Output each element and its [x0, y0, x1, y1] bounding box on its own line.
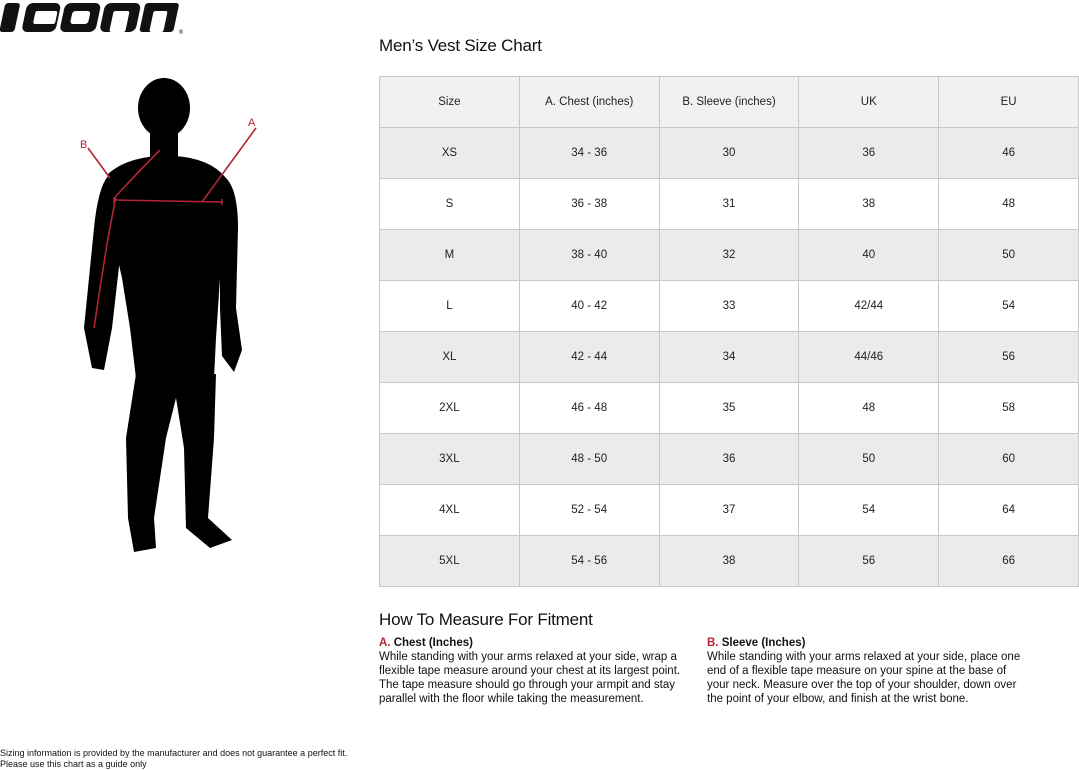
cell-eu: 50 [939, 230, 1079, 281]
cell-eu: 54 [939, 281, 1079, 332]
cell-chest: 48 - 50 [519, 434, 659, 485]
cell-size: 5XL [380, 536, 520, 587]
cell-size: L [380, 281, 520, 332]
cell-chest: 34 - 36 [519, 128, 659, 179]
cell-size: M [380, 230, 520, 281]
cell-sleeve: 30 [659, 128, 799, 179]
table-row [380, 485, 1079, 536]
figure-label-a: A [248, 117, 256, 129]
header-eu: EU [939, 77, 1079, 128]
cell-sleeve: 36 [659, 434, 799, 485]
cell-uk: 36 [799, 128, 939, 179]
table-row [380, 179, 1079, 230]
sleeve-line: your neck. Measure over the top of your shoulder, down over [707, 679, 1017, 691]
chest-line: While standing with your arms relaxed at your side, wrap a [379, 651, 677, 663]
disclaimer-line: Please use this chart as a guide only [0, 759, 147, 769]
sleeve-heading [707, 636, 1027, 650]
sleeve-instructions [707, 636, 1027, 706]
table-row [380, 128, 1079, 179]
cell-sleeve: 33 [659, 281, 799, 332]
chest-heading [379, 636, 699, 650]
sleeve-line: While standing with your arms relaxed at your side, place one [707, 651, 1021, 663]
cell-size: XL [380, 332, 520, 383]
cell-sleeve: 35 [659, 383, 799, 434]
table-row [380, 536, 1079, 587]
cell-sleeve: 37 [659, 485, 799, 536]
cell-eu: 48 [939, 179, 1079, 230]
sleeve-heading-text: Sleeve (Inches) [721, 637, 806, 649]
cell-uk: 44/46 [799, 332, 939, 383]
body-silhouette-figure [70, 78, 270, 558]
cell-chest: 38 - 40 [519, 230, 659, 281]
cell-eu: 60 [939, 434, 1079, 485]
chest-line: flexible tape measure around your chest at its largest point. [379, 665, 681, 677]
cell-size: 4XL [380, 485, 520, 536]
cell-uk: 50 [799, 434, 939, 485]
cell-sleeve: 34 [659, 332, 799, 383]
chest-instructions [379, 636, 699, 706]
cell-sleeve: 31 [659, 179, 799, 230]
cell-uk: 54 [799, 485, 939, 536]
cell-chest: 52 - 54 [519, 485, 659, 536]
icon-brand-logo [0, 0, 182, 36]
cell-size: S [380, 179, 520, 230]
cell-eu: 56 [939, 332, 1079, 383]
figure-label-b: B [80, 139, 88, 151]
page-title: Men’s Vest Size Chart [379, 36, 542, 55]
cell-eu: 46 [939, 128, 1079, 179]
table-row [380, 434, 1079, 485]
measure-section-title: How To Measure For Fitment [379, 610, 593, 629]
sleeve-line: end of a flexible tape measure on your spine at the base of [707, 665, 1007, 677]
table-header-row [380, 77, 1079, 128]
cell-chest: 42 - 44 [519, 332, 659, 383]
cell-chest: 40 - 42 [519, 281, 659, 332]
disclaimer-line: Sizing information is provided by the manufacturer and does not guarantee a perfect fit. [0, 748, 348, 758]
header-uk: UK [799, 77, 939, 128]
cell-uk: 48 [799, 383, 939, 434]
table-row [380, 281, 1079, 332]
table-row [380, 383, 1079, 434]
cell-uk: 42/44 [799, 281, 939, 332]
chest-line: parallel with the floor while taking the measurement. [379, 693, 644, 705]
size-chart-table [379, 76, 1079, 587]
svg-text:®: ® [178, 29, 184, 36]
cell-chest: 54 - 56 [519, 536, 659, 587]
cell-sleeve: 38 [659, 536, 799, 587]
cell-size: 2XL [380, 383, 520, 434]
cell-uk: 38 [799, 179, 939, 230]
cell-eu: 58 [939, 383, 1079, 434]
cell-uk: 56 [799, 536, 939, 587]
cell-sleeve: 32 [659, 230, 799, 281]
cell-size: XS [380, 128, 520, 179]
cell-eu: 64 [939, 485, 1079, 536]
chest-line: The tape measure should go through your armpit and stay [379, 679, 675, 691]
sleeve-line: the point of your elbow, and finish at the wrist bone. [707, 693, 969, 705]
header-chest: A. Chest (inches) [519, 77, 659, 128]
header-sleeve: B. Sleeve (inches) [659, 77, 799, 128]
table-row [380, 230, 1079, 281]
cell-chest: 46 - 48 [519, 383, 659, 434]
header-size: Size [380, 77, 520, 128]
cell-size: 3XL [380, 434, 520, 485]
chest-letter: A. [379, 637, 391, 649]
table-row [380, 332, 1079, 383]
sleeve-letter: B. [707, 637, 719, 649]
chest-heading-text: Chest (Inches) [393, 637, 473, 649]
cell-chest: 36 - 38 [519, 179, 659, 230]
cell-eu: 66 [939, 536, 1079, 587]
cell-uk: 40 [799, 230, 939, 281]
